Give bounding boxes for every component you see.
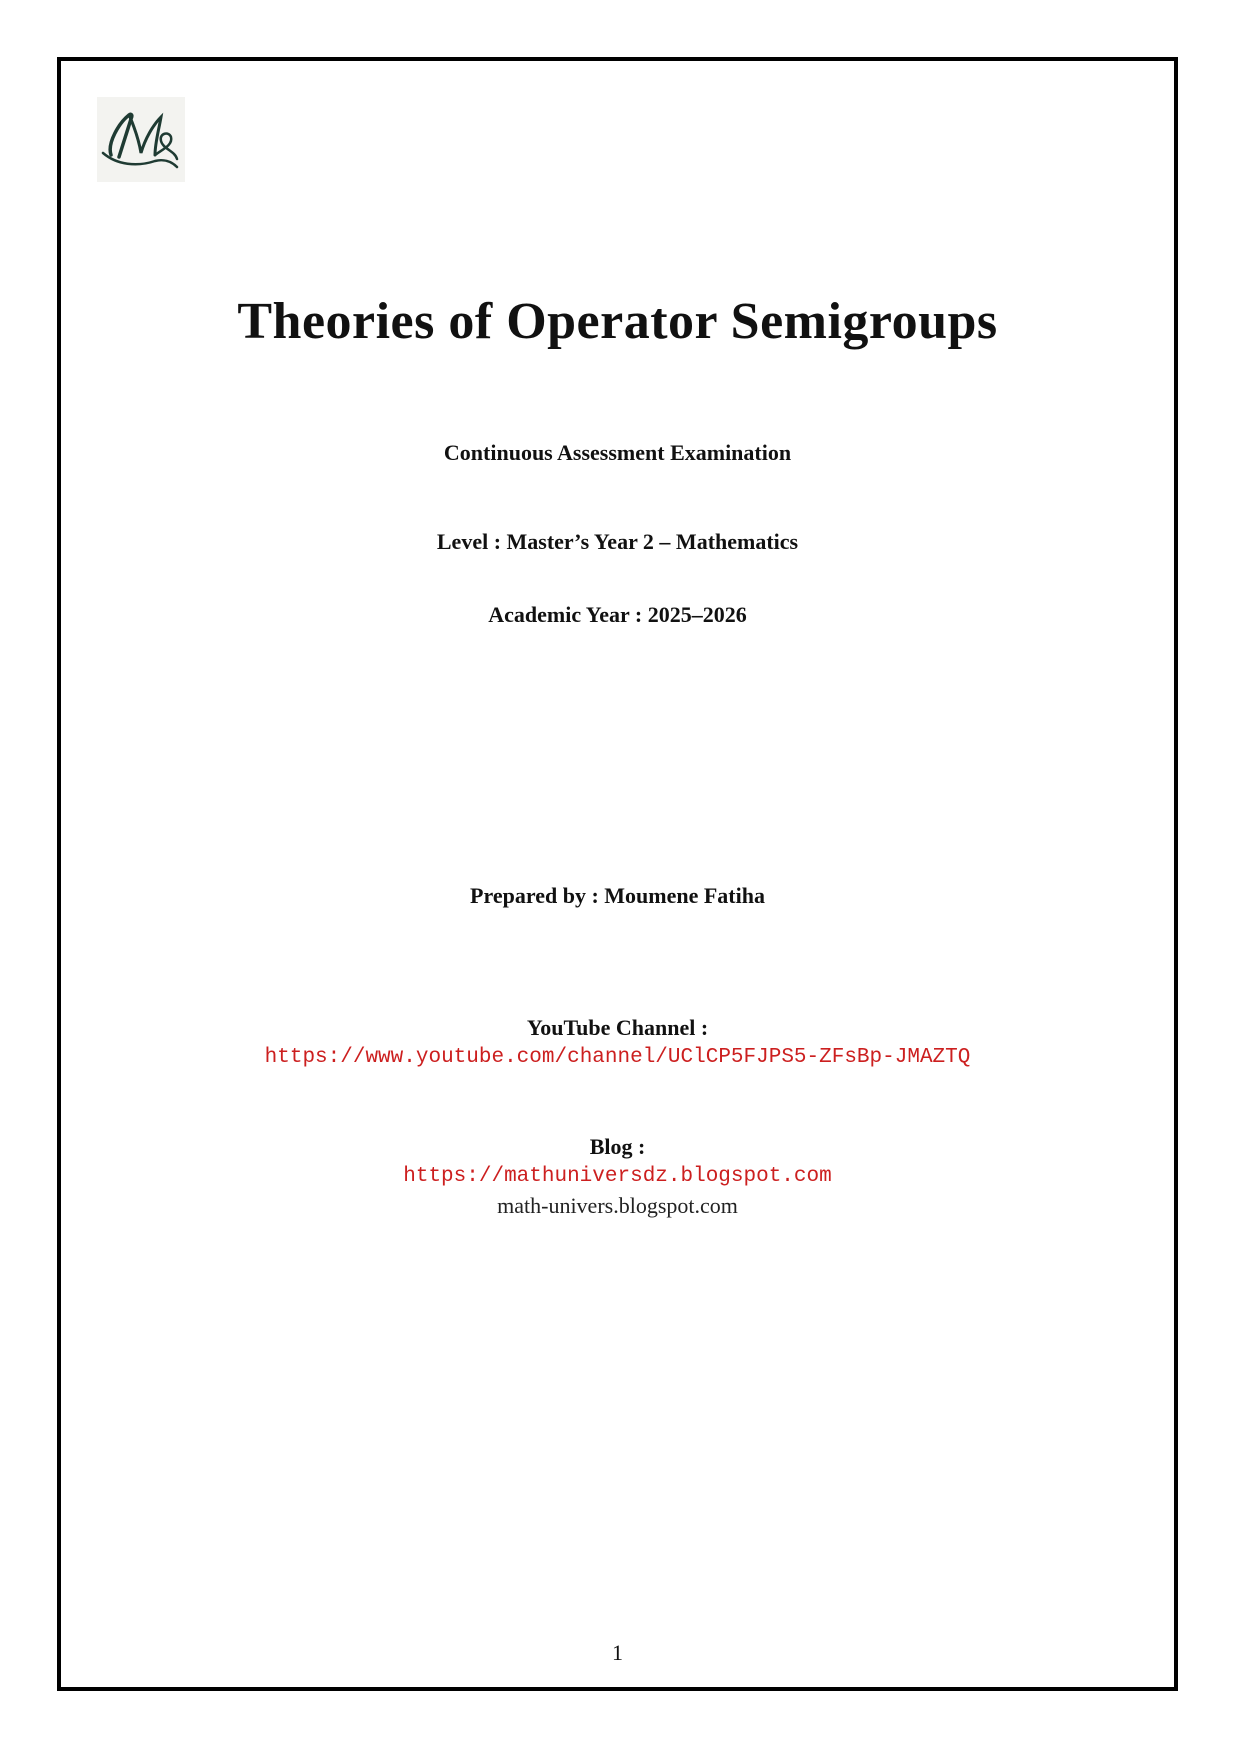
blog-link[interactable]: https://mathuniversdz.blogspot.com [403, 1165, 832, 1188]
youtube-channel-link[interactable]: https://www.youtube.com/channel/UClCP5FJPS5-ZFsBp-JMAZTQ [264, 1046, 971, 1069]
level-line: Level : Master’s Year 2 – Mathematics [436, 529, 799, 554]
youtube-link-row [57, 1046, 1178, 1069]
academic-year: Academic Year : 2025–2026 [488, 602, 747, 627]
page-number: 1 [612, 1640, 623, 1665]
monogram-logo-icon [97, 97, 185, 182]
exam-type: Continuous Assessment Examination [443, 440, 792, 465]
youtube-label: YouTube Channel : [526, 1015, 709, 1040]
prepared-by: Prepared by : Moumene Fatiha [470, 883, 765, 908]
blog-label: Blog : [589, 1134, 646, 1159]
document-title: Theories of Operator Semigroups [237, 293, 998, 350]
blog-link-row [57, 1165, 1178, 1188]
blog-alt-url: math-univers.blogspot.com [497, 1193, 738, 1218]
